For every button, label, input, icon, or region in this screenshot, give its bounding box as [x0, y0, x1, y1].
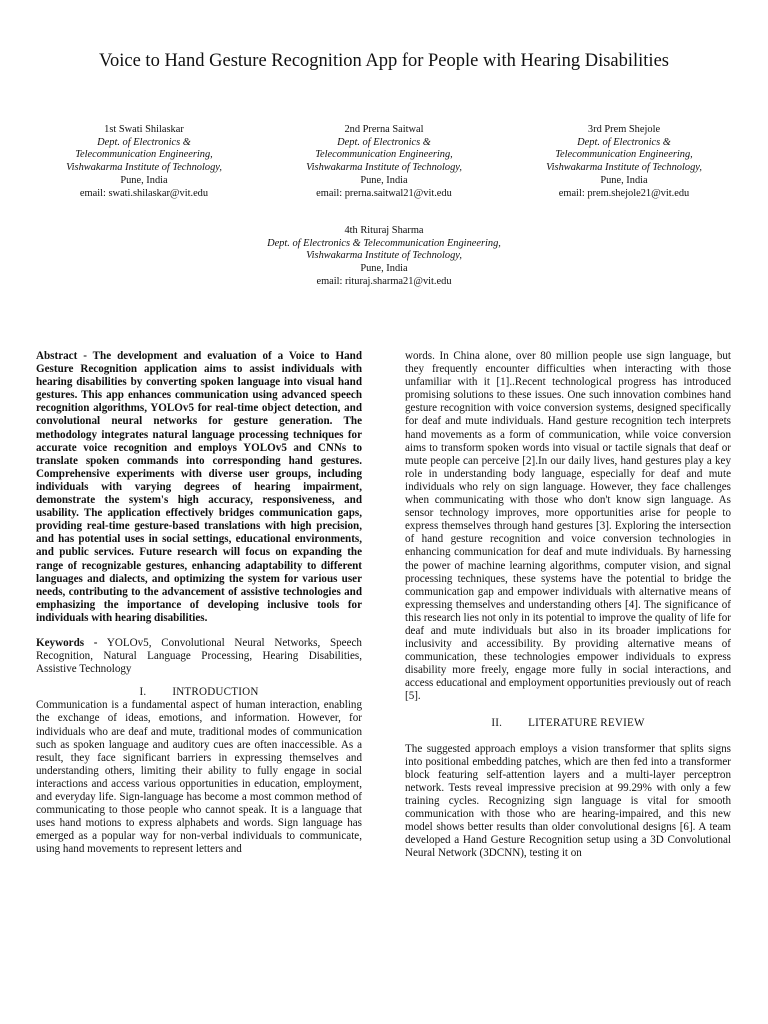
author-dept: Telecommunication Engineering,	[315, 149, 453, 161]
author-email: email: swati.shilaskar@vit.edu	[79, 187, 209, 199]
author-email: email: prem.shejole21@vit.edu	[558, 187, 690, 199]
author-name: 3rd Prem Shejole	[587, 124, 661, 135]
author-location: Pune, India	[120, 174, 168, 186]
author-name: 4th Rituraj Sharma	[344, 225, 424, 236]
section-heading	[36, 686, 362, 699]
section-heading	[405, 717, 731, 730]
author-dept: Telecommunication Engineering,	[555, 149, 693, 161]
author-dept: Dept. of Electronics &	[337, 136, 431, 148]
paper-title: Voice to Hand Gesture Recognition App for People with Hearing Disabilities	[99, 51, 669, 71]
author-location: Pune, India	[600, 174, 648, 186]
author-dept: Dept. of Electronics & Telecommunication Engineering,	[267, 237, 501, 249]
author-institute: Vishwakarma Institute of Technology,	[66, 162, 222, 174]
section-title: INTRODUCTION	[172, 686, 259, 699]
author-dept: Telecommunication Engineering,	[75, 149, 213, 161]
section-text: words. In China alone, over 80 million people use sign language, but they frequently encounter difficulties when interacting with those unfamiliar with it [1]..Recent technological progress has introduced promising solutions to these issues. One such innovation combines hand gesture recognition with voice conversion systems, designed specifically for deaf and mute individuals. Hand gesture recognition tech interprets hand movements as a form of communication, while voice conversion aims to transform spoken words into visual or tactile signals that deaf or mute people can perceive [2].In our daily lives, hand gestures play a key role in understanding body language, especially for deaf and mute individuals who rely on sign language. However, they face challenges when communicating with those who don't know sign language. As sensor technology improves, more opportunities arise for people to express themselves through hand gestures [3]. Exploring the intersection of hand gesture recognition and voice conversion technologies in enhancing communication for deaf and mute individuals. By harnessing the power of machine learning algorithms, computer vision, and signal processing techniques, these systems have the potential to bridge the communication gap and empower individuals with alternative means of expressing themselves and understanding others [4]. The significance of this research lies not only in its potential to improve the quality of life for deaf and mute individuals but also in its broader implications for inclusivity and accessibility. By providing alternative means of communication, these technologies empower individuals to express disability more freely, engage more fully in social interactions, and access educational and employment opportunities previously out of reach [5].	[405, 350, 731, 703]
author-dept: Dept. of Electronics &	[577, 136, 671, 148]
author-block	[194, 225, 574, 289]
section-number: II.	[491, 716, 503, 729]
keywords-text: YOLOv5, Convolutional Neural Networks, Speech Recognition, Natural Language Processing, Hearing Disabilities, Assistive Technology	[36, 636, 362, 676]
author-email: email: prerna.saitwal21@vit.edu	[316, 187, 452, 199]
keywords	[36, 637, 362, 676]
abstract: Abstract - The development and evaluation of a Voice to Hand Gesture Recognition application aims to assist individuals with hearing disabilities by converting spoken language into visual hand gestures. This app enhances communication using advanced speech recognition algorithms, YOLOv5 for real-time object detection, and convolutional neural networks for gesture generation. The methodology integrates natural language processing techniques for accurate voice recognition and employs YOLOv5 and CNNs to translate spoken commands into corresponding hand gestures. Comprehensive experiments with diverse user groups, including individuals with varying degrees of hearing impairment, demonstrate the system's high accuracy, responsiveness, and usability. The application effectively bridges communication gaps, providing real-time gesture-based translations with high precision, and has potential uses in social settings, educational environments, and public services. Future research will focus on expanding the range of recognizable gestures, enhancing adaptability to different languages and dialects, and optimizing the system for various user needs, contributing to the advancement of assistive technologies and emphasizing the importance of developing inclusive tools for individuals with hearing disabilities.	[36, 350, 362, 624]
section-text: The suggested approach employs a vision transformer that splits signs into positional embedding patches, which are then fed into a transformer block featuring self-attention layers and a multi-layer perceptron network. Tests reveal impressive precision at 99.29% with only a few training cycles. Recognizing sign language is vital for smooth communication with those who are hearing-impaired, and this new model shows better results than older convolutional designs [6]. A team developed a Hand Gesture Recognition setup using a 3D Convolutional Neural Network (3DCNN), testing it on	[405, 742, 731, 860]
author-institute: Vishwakarma Institute of Technology,	[546, 162, 702, 174]
author-email: email: rituraj.sharma21@vit.edu	[316, 275, 452, 287]
section-text: Communication is a fundamental aspect of human interaction, enabling the exchange of ideas, emotions, and information. However, for individuals who are deaf and mute, traditional modes of communication such as spoken language and auditory cues are often inaccessible. As a result, they face significant barriers in expressing themselves and understanding others, limiting their ability to fully engage in social interactions and access various opportunities in education, employment, and everyday life. Sign-language has become a most common method of communicating to those people who cannot speak. It is a language that uses hand motions to express alphabets and words. Sign language has emerged as a popular way for non-verbal individuals to communicate, using hand movements to represent letters and	[36, 699, 362, 856]
author-name: 2nd Prerna Saitwal	[344, 124, 424, 135]
author-institute: Vishwakarma Institute of Technology,	[306, 162, 462, 174]
author-dept: Dept. of Electronics &	[97, 136, 191, 148]
right-column	[405, 350, 731, 860]
author-location: Pune, India	[360, 263, 408, 275]
author-block	[508, 124, 740, 200]
left-column	[36, 350, 362, 856]
author-institute: Vishwakarma Institute of Technology,	[306, 250, 462, 262]
author-block	[268, 124, 500, 200]
author-location: Pune, India	[360, 174, 408, 186]
author-block	[28, 124, 260, 200]
section-number: I.	[139, 686, 147, 699]
keywords-label: Keywords -	[36, 636, 98, 649]
section-title: LITERATURE REVIEW	[528, 716, 645, 729]
author-name: 1st Swati Shilaskar	[104, 124, 184, 135]
